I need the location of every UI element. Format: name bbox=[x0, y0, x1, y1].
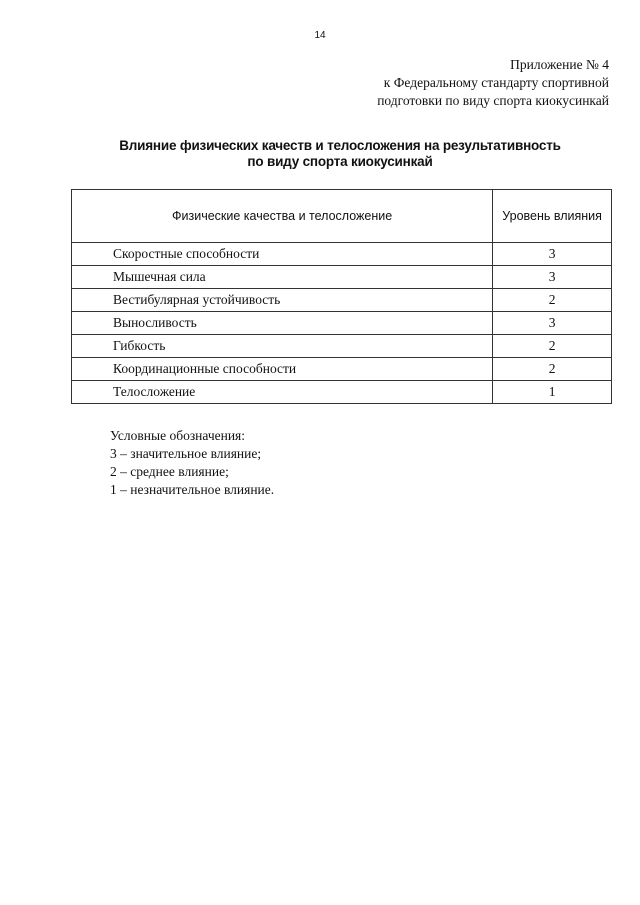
row-quality: Выносливость bbox=[72, 312, 493, 335]
influence-table bbox=[71, 189, 612, 404]
header-quality: Физические качества и телосложение bbox=[72, 190, 493, 243]
legend bbox=[110, 427, 274, 499]
appendix-header bbox=[377, 56, 609, 110]
legend-heading: Условные обозначения: bbox=[110, 428, 246, 443]
row-level: 1 bbox=[493, 381, 612, 404]
page-number: 14 bbox=[314, 30, 326, 41]
table-row bbox=[72, 266, 612, 289]
row-quality: Мышечная сила bbox=[72, 266, 493, 289]
row-quality: Вестибулярная устойчивость bbox=[72, 289, 493, 312]
appendix-line-1: Приложение № 4 bbox=[510, 57, 609, 72]
legend-item: 3 – значительное влияние; bbox=[110, 446, 262, 461]
row-quality: Координационные способности bbox=[72, 358, 493, 381]
row-quality: Скоростные способности bbox=[72, 243, 493, 266]
row-level: 2 bbox=[493, 358, 612, 381]
appendix-line-3: подготовки по виду спорта киокусинкай bbox=[377, 93, 609, 108]
table-row bbox=[72, 312, 612, 335]
appendix-line-2: к Федеральному стандарту спортивной bbox=[383, 75, 609, 90]
table-row bbox=[72, 358, 612, 381]
table-row bbox=[72, 335, 612, 358]
row-level: 2 bbox=[493, 335, 612, 358]
row-quality: Телосложение bbox=[72, 381, 493, 404]
table-row bbox=[72, 381, 612, 404]
row-level: 3 bbox=[493, 266, 612, 289]
row-level: 3 bbox=[493, 312, 612, 335]
title-line-1: Влияние физических качеств и телосложения на результативность bbox=[119, 138, 561, 153]
document-title bbox=[0, 138, 640, 170]
row-level: 2 bbox=[493, 289, 612, 312]
table-header-row bbox=[72, 190, 612, 243]
row-level: 3 bbox=[493, 243, 612, 266]
table-row bbox=[72, 243, 612, 266]
header-level: Уровень влияния bbox=[493, 190, 612, 243]
title-line-2: по виду спорта киокусинкай bbox=[247, 154, 433, 169]
legend-item: 1 – незначительное влияние. bbox=[110, 482, 275, 497]
row-quality: Гибкость bbox=[72, 335, 493, 358]
table-row bbox=[72, 289, 612, 312]
legend-item: 2 – среднее влияние; bbox=[110, 464, 229, 479]
